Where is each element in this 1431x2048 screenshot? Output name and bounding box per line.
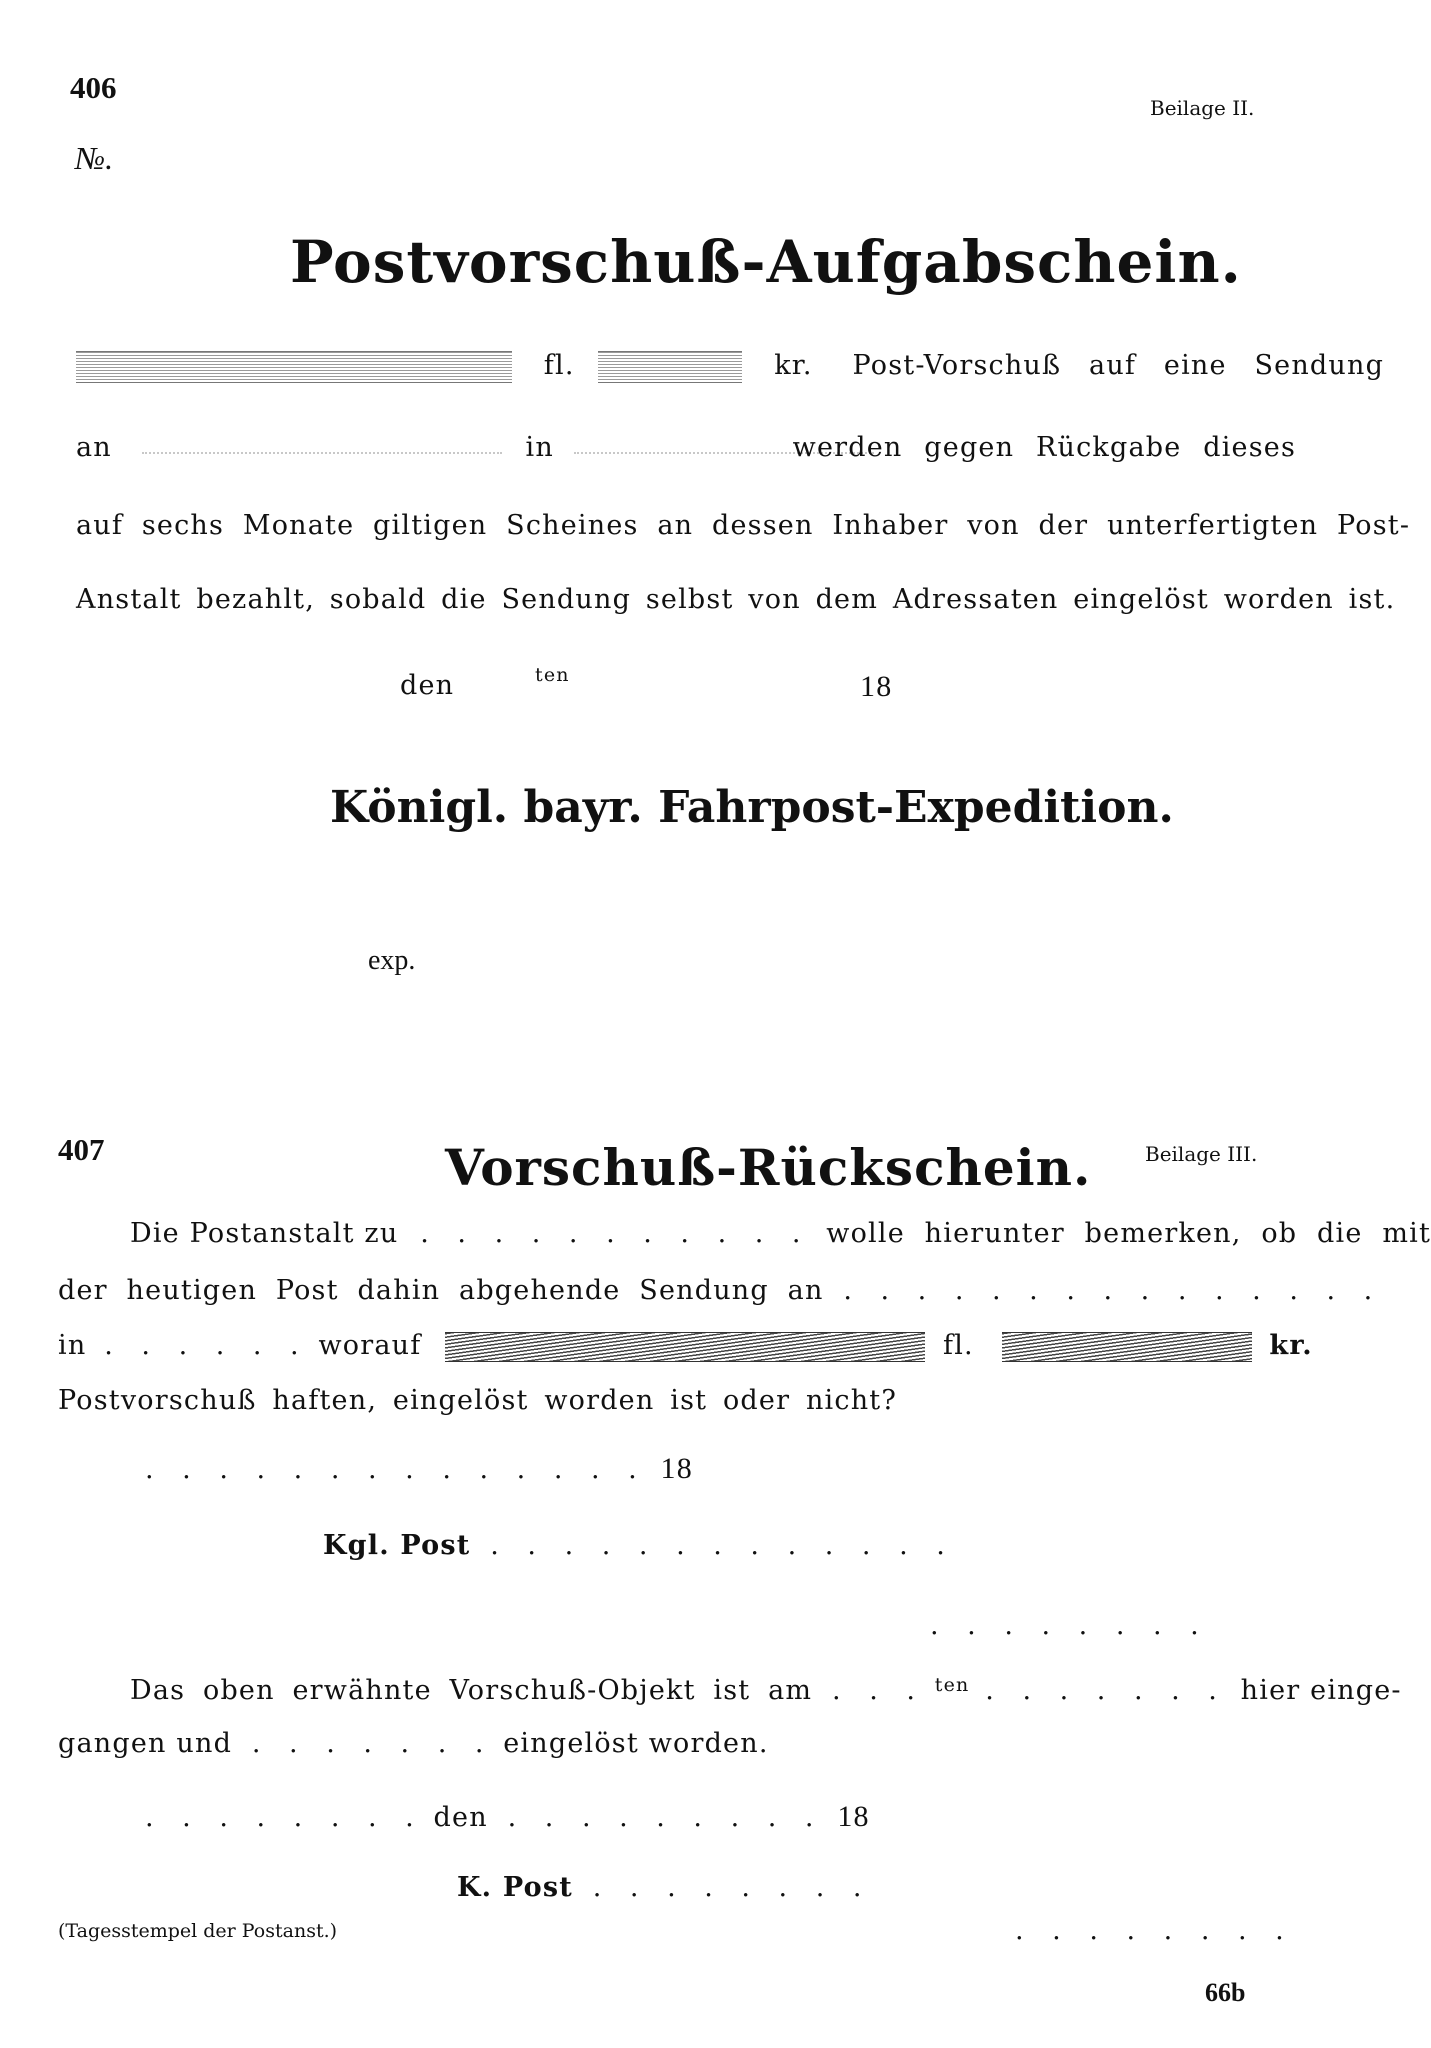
form2-number: 407 (58, 1132, 105, 1167)
form2-ten-label: ten (934, 1674, 970, 1696)
form1-line3: auf sechs Monate giltigen Scheines an dessen Inhaber von der unterfertigten Post- (76, 510, 1411, 541)
form2-dots-kpost: . . . . . . . . (592, 1872, 872, 1903)
form2-date-line (145, 1452, 693, 1486)
form2-line1b: wolle hierunter bemerken, ob die mit (826, 1218, 1431, 1249)
form1-line2 (76, 432, 1296, 463)
form2-para2a: Das oben erwähnte Vorschuß-Objekt ist am (130, 1675, 813, 1706)
recipient-field (142, 444, 502, 454)
form2-stamp-note: (Tagesstempel der Postanst.) (58, 1920, 338, 1942)
beilage-label-top: Beilage II. (1150, 96, 1255, 120)
form1-date-line (400, 664, 893, 703)
form2-dots-1: . . . . . . . . . . . (420, 1218, 811, 1249)
form2-kgl-post-line (323, 1530, 955, 1561)
number-label: №. (75, 140, 114, 176)
form2-line3 (58, 1330, 1313, 1362)
form1-exp: exp. (368, 945, 416, 976)
form2-k-post-label: K. Post (457, 1872, 573, 1903)
amount-fl-field (76, 351, 512, 383)
form1-an-label: an (76, 432, 112, 463)
form2-amount-kr-field (1002, 1332, 1252, 1362)
form2-dots-date: . . . . . . . . . . . . . . (145, 1454, 647, 1485)
form2-para2-line1 (130, 1675, 1402, 1706)
form1-den-label: den (400, 670, 455, 701)
form2-dots-am: . . . (832, 1675, 925, 1706)
page-number: 406 (70, 70, 117, 105)
form2-dots-2: . . . . . . . . . . . . . . . (843, 1275, 1383, 1306)
form2-signature-dots-1: . . . . . . . . (930, 1610, 1209, 1641)
form2-dots-und: . . . . . . . (251, 1728, 494, 1759)
form2-in-label: in (58, 1330, 87, 1361)
form2-amount-fl-field (445, 1332, 925, 1362)
form1-ten-label: ten (535, 664, 570, 686)
form1-year-label: 18 (860, 670, 893, 703)
form1-kr-label: kr. (774, 350, 813, 381)
beilage-label-form2: Beilage III. (1145, 1142, 1258, 1166)
form2-para2c: gangen und (58, 1728, 233, 1759)
form2-year2-label: 18 (837, 1800, 870, 1833)
form2-para2d: eingelöst worden. (503, 1728, 769, 1759)
form2-k-post-line (457, 1872, 871, 1903)
form2-line4: Postvorschuß haften, eingelöst worden ist oder nicht? (58, 1385, 898, 1416)
form2-fl-label: fl. (943, 1330, 974, 1361)
form2-signature-dots-2: . . . . . . . . (1015, 1915, 1294, 1946)
form1-office: Königl. bayr. Fahrpost-Expedition. (330, 782, 1174, 833)
form2-title: Vorschuß-Rückschein. (445, 1138, 1092, 1197)
form2-line2 (58, 1275, 1382, 1306)
form1-line2-text: werden gegen Rückgabe dieses (792, 432, 1296, 463)
form2-dots-ten: . . . . . . . (985, 1675, 1227, 1706)
form1-line4: Anstalt bezahlt, sobald die Sendung selbst von dem Adressaten eingelöst worden ist. (76, 584, 1396, 615)
form1-in-label: in (525, 432, 554, 463)
form2-para2b: hier einge- (1240, 1675, 1402, 1706)
form2-dots-3: . . . . . . (104, 1330, 309, 1361)
form2-para2-line2 (58, 1728, 769, 1759)
form2-dots-kgl: . . . . . . . . . . . . . (490, 1530, 955, 1561)
form2-dots-date2a: . . . . . . . . (145, 1802, 424, 1833)
form1-fl-label: fl. (543, 350, 575, 381)
footer-number: 66b (1205, 1978, 1246, 2007)
form2-postanstalt-label: Die Postanstalt zu (130, 1218, 399, 1249)
form2-line1 (130, 1218, 1431, 1249)
form2-den-label: den (433, 1802, 488, 1833)
form1-title: Postvorschuß-Aufgabschein. (290, 228, 1242, 296)
form2-dots-date2b: . . . . . . . . . (507, 1802, 824, 1833)
form2-date2-line (145, 1800, 870, 1834)
form2-worauf-label: worauf (318, 1330, 422, 1361)
form2-line2-text: der heutigen Post dahin abgehende Sendung an (58, 1275, 824, 1306)
form2-kr-label: kr. (1269, 1330, 1313, 1361)
form2-kgl-post-label: Kgl. Post (323, 1530, 471, 1561)
form1-line1 (76, 350, 1384, 383)
form1-line1-text: Post-Vorschuß auf eine Sendung (852, 350, 1385, 381)
amount-kr-field (598, 351, 742, 383)
form2-year-label: 18 (660, 1452, 693, 1485)
